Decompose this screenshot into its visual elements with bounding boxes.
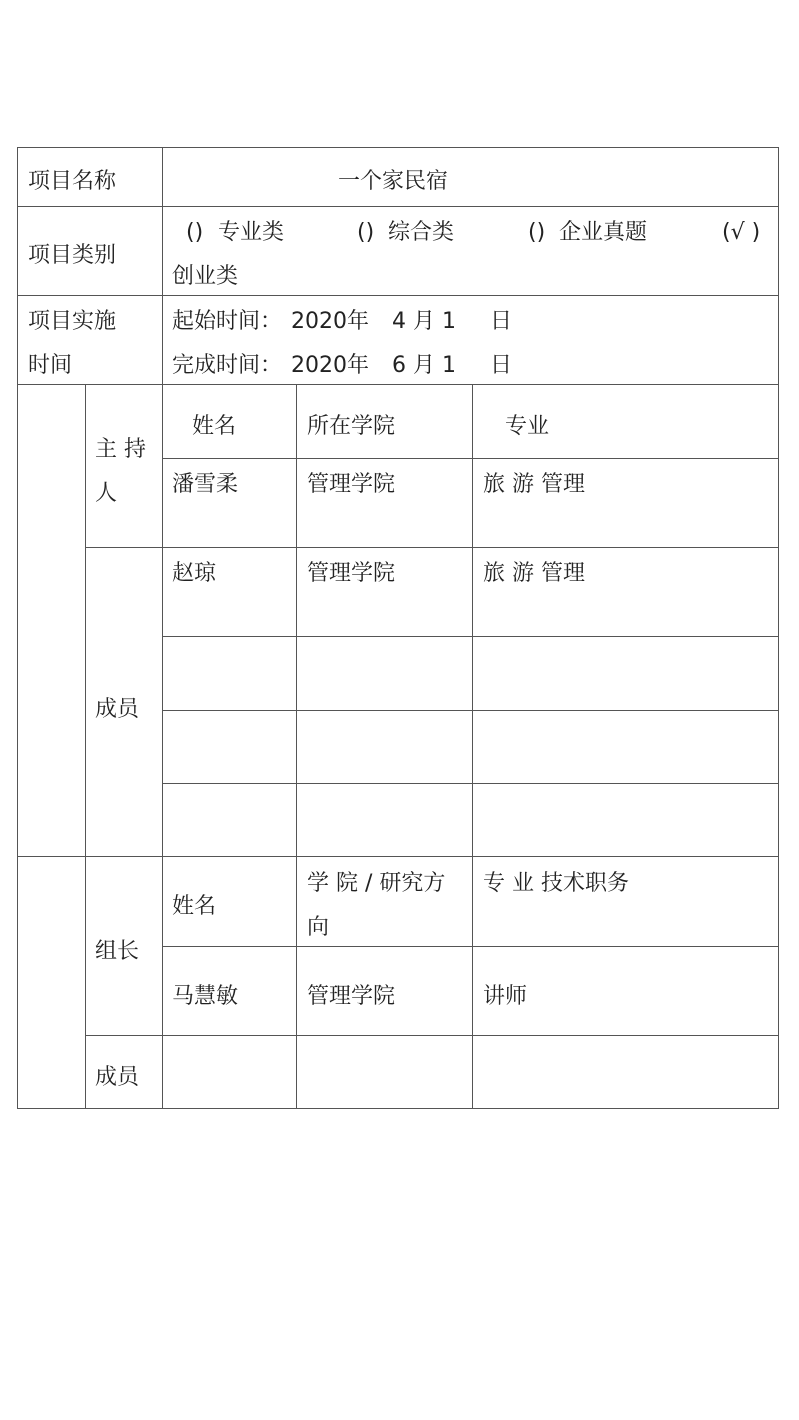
member-1-name: 赵琼 <box>172 561 217 586</box>
team-header-major: 专业 <box>505 414 550 439</box>
end-time-label: 完成时间： <box>172 353 283 378</box>
member-4-major-cell <box>472 783 779 857</box>
start-time-label: 起始时间： <box>172 309 283 334</box>
advisor-member-college-cell <box>296 1035 473 1109</box>
members-label: 成员 <box>95 697 140 722</box>
category-option-2-mark: () <box>357 220 375 245</box>
host-major: 旅 游 管理 <box>483 472 585 497</box>
leader-college: 管理学院 <box>307 984 396 1009</box>
project-name-label: 项目名称 <box>28 169 117 194</box>
end-time-day: 1 <box>442 353 456 378</box>
category-option-4-mark: (√ ) <box>722 220 761 245</box>
advisor-section-left-column <box>17 856 86 1109</box>
advisor-header-college-line2: 向 <box>307 915 330 940</box>
host-label-line1: 主 持 <box>95 437 146 462</box>
team-section-left-column <box>17 384 86 857</box>
advisor-header-college-line1: 学 院 / 研究方 <box>307 871 446 896</box>
start-time-day: 1 <box>442 309 456 334</box>
category-option-4-name: 创业类 <box>172 264 239 289</box>
member-4-name-cell <box>162 783 297 857</box>
member-4-college-cell <box>296 783 473 857</box>
member-1-major: 旅 游 管理 <box>483 561 585 586</box>
project-time-label-line1: 项目实施 <box>28 309 117 334</box>
advisor-members-label: 成员 <box>95 1065 140 1090</box>
leader-name: 马慧敏 <box>172 984 239 1009</box>
host-college: 管理学院 <box>307 472 396 497</box>
member-2-name-cell <box>162 636 297 711</box>
advisor-member-name-cell <box>162 1035 297 1109</box>
category-option-2-name: 综合类 <box>388 220 455 245</box>
team-header-name: 姓名 <box>192 414 237 439</box>
end-time-day-unit: 日 <box>490 353 513 378</box>
end-time-month: 6 月 <box>392 353 435 378</box>
end-time-year: 2020年 <box>291 353 369 378</box>
category-option-1-name: 专业类 <box>218 220 285 245</box>
member-3-name-cell <box>162 710 297 784</box>
project-time-label-line2: 时间 <box>28 353 73 378</box>
start-time-year: 2020年 <box>291 309 369 334</box>
host-name: 潘雪柔 <box>172 472 239 497</box>
project-name-value: 一个家民宿 <box>338 169 449 194</box>
leader-label: 组长 <box>95 939 140 964</box>
project-category-label: 项目类别 <box>28 243 117 268</box>
category-option-3-mark: () <box>528 220 546 245</box>
member-2-college-cell <box>296 636 473 711</box>
member-3-major-cell <box>472 710 779 784</box>
start-time-month: 4 月 <box>392 309 435 334</box>
category-option-1-mark: () <box>186 220 204 245</box>
start-time-day-unit: 日 <box>490 309 513 334</box>
category-option-3-name: 企业真题 <box>559 220 648 245</box>
advisor-member-title-cell <box>472 1035 779 1109</box>
advisor-header-title: 专 业 技术职务 <box>483 871 629 896</box>
team-header-college: 所在学院 <box>307 414 396 439</box>
member-1-college: 管理学院 <box>307 561 396 586</box>
advisor-header-name: 姓名 <box>172 894 217 919</box>
member-2-major-cell <box>472 636 779 711</box>
member-3-college-cell <box>296 710 473 784</box>
host-label-line2: 人 <box>95 481 118 506</box>
value-cell-project-name <box>162 147 779 207</box>
leader-title: 讲师 <box>483 984 528 1009</box>
